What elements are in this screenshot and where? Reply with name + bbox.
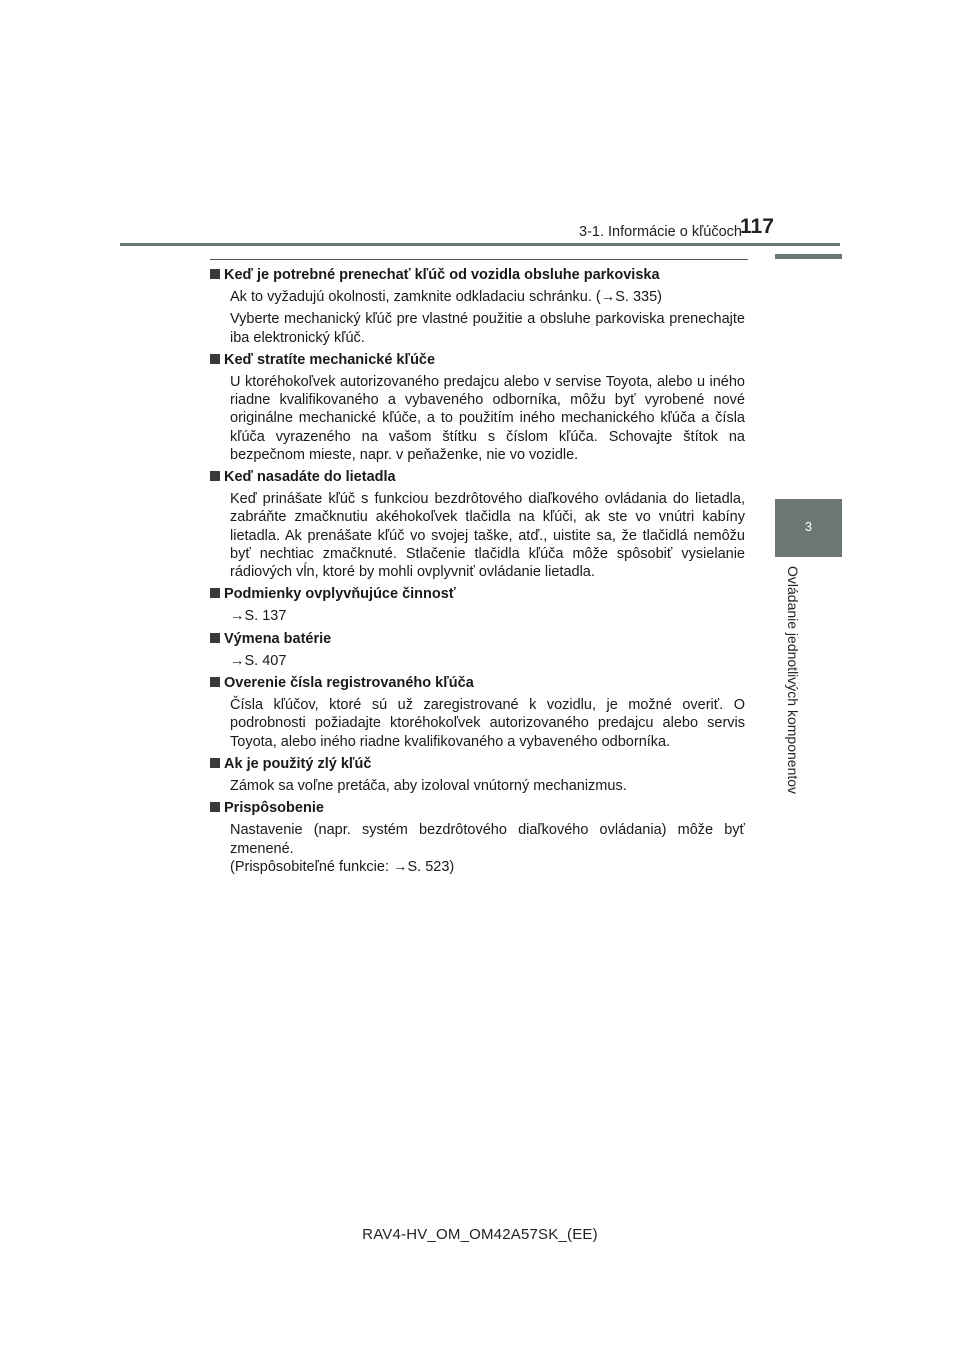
paragraph: Čísla kľúčov, ktoré sú už zaregistrované k vozidlu, je možné overiť. O podrobnosti požiadajte ktoréhokoľvek autorizovaného predajcu alebo servis Toyota, alebo iného riadne kvalifikovaného a vybaveného odborníka. [230, 697, 745, 750]
section-title-text: Keď stratíte mechanické kľúče [224, 351, 436, 368]
section-key-number [210, 674, 745, 751]
section-title [210, 468, 745, 486]
content-divider [210, 259, 748, 260]
chapter-label: Ovládanie jednotlivých komponentov [785, 566, 801, 795]
paragraph: Vyberte mechanický kľúč pre vlastné použitie a obsluhe parkoviska prenechajte iba elektronický kľúč. [230, 311, 745, 346]
paragraph: Keď prinášate kľúč s funkciou bezdrôtového diaľkového ovládania do lietadla, zabráňte zmačknutiu akéhokoľvek tlačidla na kľúči, ak ste vo vnútri kabíny lietadla. Ak prenášate kľúč vo svojej taške, atď., uistite sa, že tlačidlá nemôžu byť nechtiac zmačknuté. Stlačenie tlačidla kľúča môže spôsobiť vysielanie rádiových vĺn, ktoré by mohli ovplyvniť ovládanie lietadla. [230, 491, 745, 581]
chapter-tab [775, 499, 842, 557]
section-title [210, 351, 745, 369]
side-tab-top-bar [775, 254, 842, 259]
section-title [210, 585, 745, 603]
section-title [210, 630, 745, 648]
square-bullet-icon [210, 354, 220, 364]
page-reference: (Prispôsobiteľné funkcie: →S. 523) [230, 858, 455, 875]
section-title-text: Keď je potrebné prenechať kľúč od vozidla obsluhe parkoviska [224, 267, 660, 283]
square-bullet-icon [210, 471, 220, 481]
section-title [210, 674, 745, 692]
square-bullet-icon [210, 677, 220, 687]
page-reference: →S. 407 [230, 652, 287, 669]
square-bullet-icon [210, 633, 220, 643]
section-title [210, 755, 745, 773]
section-lost-keys [210, 351, 745, 464]
section-customization [210, 799, 745, 876]
section-conditions [210, 585, 745, 625]
square-bullet-icon [210, 269, 220, 279]
section-wrong-key [210, 755, 745, 795]
section-valet [210, 266, 745, 347]
paragraph: Zámok sa voľne pretáča, aby izoloval vnútorný mechanizmus. [230, 778, 627, 795]
section-title-text: Keď nasadáte do lietadla [224, 469, 396, 486]
paragraph: U ktoréhokoľvek autorizovaného predajcu alebo v servise Toyota, alebo u iného riadne kvalifikovaného a vybaveného odborníka, môžu byť vyrobené nové originálne mechanické kľúče, a to použitím iného mechanického kľúča a čísla kľúča vyrazeného na vašom štítku s číslom kľúča. Schovajte štítok na bezpečnom mieste, napr. v peňaženke, nie vo vozidle. [230, 374, 745, 463]
page-reference: →S. 137 [230, 608, 287, 625]
document-code: RAV4-HV_OM_OM42A57SK_(EE) [362, 1226, 598, 1243]
square-bullet-icon [210, 588, 220, 598]
page-number: 117 [740, 215, 774, 238]
section-title [210, 266, 745, 284]
header-divider [120, 243, 840, 246]
chapter-number: 3 [804, 519, 813, 534]
paragraph: Nastavenie (napr. systém bezdrôtového diaľkového ovládania) môže byť zmenené. [230, 822, 745, 857]
square-bullet-icon [210, 758, 220, 768]
section-title-text: Výmena batérie [224, 630, 332, 647]
square-bullet-icon [210, 802, 220, 812]
section-airplane [210, 468, 745, 581]
section-title-text: Podmienky ovplyvňujúce činnosť [224, 586, 456, 603]
main-content [210, 266, 745, 880]
header-section-title: 3-1. Informácie o kľúčoch [579, 224, 742, 240]
paragraph: Ak to vyžadujú okolnosti, zamknite odkladaciu schránku. (→S. 335) [230, 289, 662, 306]
section-title-text: Overenie čísla registrovaného kľúča [224, 675, 474, 692]
section-title [210, 799, 745, 817]
section-title-text: Ak je použitý zlý kľúč [224, 755, 372, 772]
section-battery [210, 630, 745, 670]
section-title-text: Prispôsobenie [224, 800, 324, 817]
